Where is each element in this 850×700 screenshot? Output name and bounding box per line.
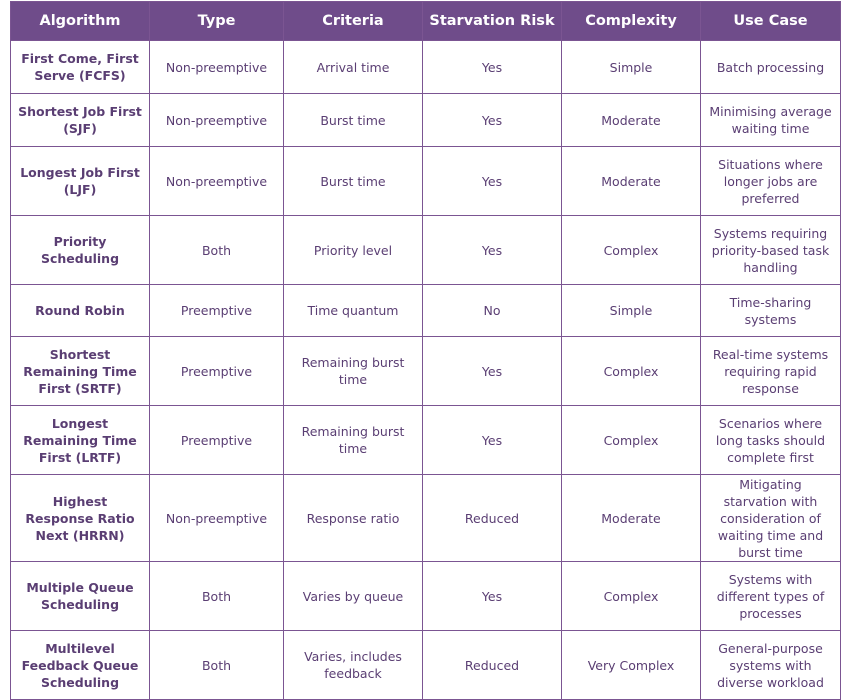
cell-algorithm: Shortest Remaining Time First (SRTF) (11, 337, 150, 406)
cell-use-case: Batch processing (701, 41, 841, 94)
cell-use-case: Situations where longer jobs are preferred (701, 147, 841, 216)
cell-starvation-risk: Yes (423, 562, 562, 631)
cell-criteria: Remaining burst time (284, 406, 423, 475)
cell-starvation-risk: Yes (423, 41, 562, 94)
cell-use-case: Real-time systems requiring rapid response (701, 337, 841, 406)
cell-type: Non-preemptive (150, 147, 284, 216)
cell-complexity: Complex (562, 562, 701, 631)
header-criteria: Criteria (284, 2, 423, 41)
cell-use-case: Systems requiring priority-based task handling (701, 216, 841, 285)
cell-use-case: Scenarios where long tasks should complete first (701, 406, 841, 475)
cell-complexity: Complex (562, 216, 701, 285)
header-row (11, 2, 841, 41)
table-row (11, 94, 841, 147)
table-row (11, 285, 841, 337)
cell-starvation-risk: Yes (423, 406, 562, 475)
cell-type: Non-preemptive (150, 475, 284, 562)
cell-complexity: Complex (562, 337, 701, 406)
table-row (11, 406, 841, 475)
header-type: Type (150, 2, 284, 41)
cell-complexity: Simple (562, 41, 701, 94)
table-row (11, 562, 841, 631)
cell-type: Non-preemptive (150, 41, 284, 94)
cell-criteria: Time quantum (284, 285, 423, 337)
table-row (11, 216, 841, 285)
table-row (11, 41, 841, 94)
scheduling-algorithms-table-container (10, 1, 840, 700)
cell-algorithm: First Come, First Serve (FCFS) (11, 41, 150, 94)
cell-complexity: Moderate (562, 94, 701, 147)
header-starvation-risk: Starvation Risk (423, 2, 562, 41)
cell-starvation-risk: No (423, 285, 562, 337)
cell-starvation-risk: Reduced (423, 631, 562, 700)
cell-algorithm: Longest Remaining Time First (LRTF) (11, 406, 150, 475)
table-body (11, 41, 841, 700)
table-row (11, 147, 841, 216)
cell-starvation-risk: Yes (423, 147, 562, 216)
cell-algorithm: Multilevel Feedback Queue Scheduling (11, 631, 150, 700)
table-header (11, 2, 841, 41)
cell-type: Both (150, 562, 284, 631)
cell-starvation-risk: Yes (423, 337, 562, 406)
cell-complexity: Complex (562, 406, 701, 475)
cell-starvation-risk: Yes (423, 94, 562, 147)
cell-algorithm: Shortest Job First (SJF) (11, 94, 150, 147)
cell-criteria: Burst time (284, 147, 423, 216)
cell-use-case: Minimising average waiting time (701, 94, 841, 147)
cell-type: Preemptive (150, 406, 284, 475)
header-algorithm: Algorithm (11, 2, 150, 41)
cell-criteria: Priority level (284, 216, 423, 285)
cell-algorithm: Priority Scheduling (11, 216, 150, 285)
cell-use-case: Time-sharing systems (701, 285, 841, 337)
cell-complexity: Very Complex (562, 631, 701, 700)
table-row (11, 631, 841, 700)
cell-algorithm: Multiple Queue Scheduling (11, 562, 150, 631)
cell-algorithm: Highest Response Ratio Next (HRRN) (11, 475, 150, 562)
cell-criteria: Remaining burst time (284, 337, 423, 406)
cell-type: Preemptive (150, 285, 284, 337)
cell-criteria: Burst time (284, 94, 423, 147)
table-row (11, 337, 841, 406)
cell-criteria: Response ratio (284, 475, 423, 562)
cell-complexity: Simple (562, 285, 701, 337)
cell-criteria: Varies, includes feedback (284, 631, 423, 700)
cell-starvation-risk: Yes (423, 216, 562, 285)
cell-criteria: Varies by queue (284, 562, 423, 631)
cell-use-case: General-purpose systems with diverse workload (701, 631, 841, 700)
cell-type: Non-preemptive (150, 94, 284, 147)
cell-starvation-risk: Reduced (423, 475, 562, 562)
cell-type: Preemptive (150, 337, 284, 406)
cell-type: Both (150, 216, 284, 285)
cell-algorithm: Round Robin (11, 285, 150, 337)
cell-complexity: Moderate (562, 147, 701, 216)
cell-complexity: Moderate (562, 475, 701, 562)
table-row (11, 475, 841, 562)
cell-use-case: Mitigating starvation with consideration of waiting time and burst time (701, 475, 841, 562)
cell-use-case: Systems with different types of processes (701, 562, 841, 631)
cell-type: Both (150, 631, 284, 700)
cell-algorithm: Longest Job First (LJF) (11, 147, 150, 216)
cell-criteria: Arrival time (284, 41, 423, 94)
scheduling-algorithms-table (10, 1, 841, 700)
header-use-case: Use Case (701, 2, 841, 41)
header-complexity: Complexity (562, 2, 701, 41)
